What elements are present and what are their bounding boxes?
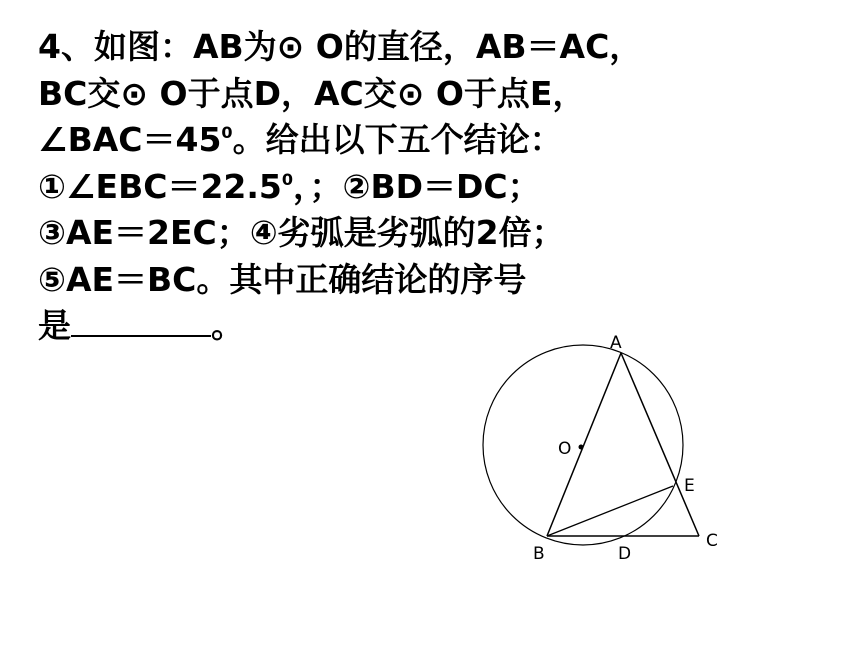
label-b: B [533,544,545,564]
problem-line-5: ③AE＝2EC；④劣弧是劣弧的2倍； [38,213,565,252]
problem-line-4 [38,164,728,211]
problem-text [38,24,728,350]
period: 。 [211,306,244,345]
degree-superscript: 0 [281,169,293,189]
conclusion-1-text: ①∠EBC＝22.5 [38,166,282,206]
label-a: A [610,333,622,353]
geometry-figure [470,328,740,578]
angle-bac-text: ∠BAC＝45 [38,120,222,159]
label-c: C [706,531,718,551]
conclusion-2-text: ，；②BD＝DC； [293,166,541,206]
label-d: D [618,544,632,564]
degree-superscript: 0 [221,123,233,142]
problem-line-2: BC交⊙ O于点D，AC交⊙ O于点E， [38,73,586,113]
problem-line-1: 4、如图：AB为⊙ O的直径，AB＝AC， [38,27,643,66]
label-o: O [558,439,572,459]
answer-prompt: 是 [38,306,71,345]
problem-line-6: ⑤AE＝BC。其中正确结论的序号 [38,259,527,299]
segment-be [547,486,673,536]
problem-line-3 [38,117,728,164]
circle-triangle-diagram [470,328,740,578]
instruction-text: 。给出以下五个结论： [232,120,563,159]
answer-blank[interactable] [71,309,211,337]
label-e: E [684,476,695,496]
center-point-o [579,445,584,450]
